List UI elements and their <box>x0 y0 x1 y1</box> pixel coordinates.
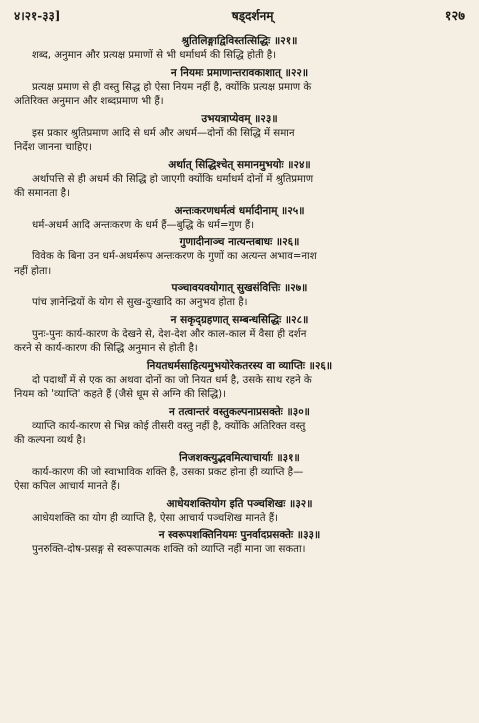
explanation-line: व्याप्ति कार्य-कारण से भिन्न कोई तीसरी वस्तु नहीं है, क्योंकि अतिरिक्त वस्तु <box>32 420 306 432</box>
sutra-line: गुणादीनाञ्च नात्यन्तबाधः ॥२६॥ <box>179 236 300 248</box>
explanation-line: कार्य-कारण की जो स्वाभाविक शक्ति है, उसका प्रकट होना ही व्याप्ति है— <box>32 466 304 478</box>
explanation-line: ऐसा कपिल आचार्य मानते हैं। <box>14 481 121 492</box>
sutra-explanation <box>14 173 465 202</box>
explanation-line: पुनरुक्ति-दोष-प्रसङ्ग से स्वरूपात्मक शक्ति को व्याप्ति नहीं माना जा सकता। <box>32 544 306 555</box>
sutra-line: अन्तःकरणधर्मत्वं धर्मादीनाम् ॥२५॥ <box>174 204 305 217</box>
sutra-line: श्रुतिलिङ्गाद्विविस्तत्सिद्धिः ॥२१॥ <box>181 35 298 47</box>
explanation-line: इस प्रकार श्रुतिप्रमाण आदि से धर्म और अधर्म—दोनों की सिद्धि में समान <box>32 127 295 139</box>
sutra-line: आधेयशक्तियोग इति पञ्चशिखः ॥३२॥ <box>166 497 313 510</box>
explanation-line: की समानता है। <box>14 188 70 199</box>
sutra-explanation <box>14 328 465 357</box>
explanation-line: निर्देश जानना चाहिए। <box>14 142 92 153</box>
sutra-explanation <box>14 250 465 279</box>
sutra-explanation <box>14 49 465 64</box>
explanation-line: की कल्पना व्यर्थ है। <box>14 435 86 446</box>
explanation-line: अर्थापत्ति से ही अधर्म की सिद्धि हो जाएगी क्योंकि धर्माधर्म दोनों में श्रुतिप्रमाण <box>32 173 314 185</box>
sutra-line: निजशक्त्युद्भवमित्याचार्याः ॥३१॥ <box>179 451 300 464</box>
sutra-line: उभयत्राप्येवम् ॥२३॥ <box>201 112 278 125</box>
sutra-explanation <box>14 466 465 495</box>
sutra-line: न सकृद्ग्रहणात् सम्बन्धसिद्धिः ॥२८॥ <box>170 313 309 326</box>
explanation-line: करने से कार्य-कारण की सिद्धि अनुमान से होती है। <box>14 343 198 354</box>
sutra-explanation <box>14 543 465 558</box>
explanation-line: धर्म-अधर्म आदि अन्तःकरण के धर्म हैं—बुद्धि के धर्म=गुण हैं। <box>32 219 255 231</box>
explanation-line: अतिरिक्त अनुमान और शब्दप्रमाण भी हैं। <box>14 96 164 107</box>
explanation-line: विवेक के बिना उन धर्म-अधर्मरूप अन्तःकरण के गुणों का अत्यन्त अभाव=नाश <box>32 251 317 262</box>
sutra-explanation <box>14 374 465 403</box>
page-number: १२७ <box>444 9 465 24</box>
page-header <box>14 6 465 28</box>
verse-range: ४।२१-३३] <box>14 9 61 23</box>
explanation-line: पुनः-पुनः कार्य-कारण के देखने से, देश-देश और काल-काल में वैसा ही दर्शन <box>32 328 307 340</box>
explanation-line: दो पदार्थों में से एक का अथवा दोनों का जो नियत धर्म है, उसके साथ रहने के <box>32 374 312 386</box>
explanation-line: प्रत्यक्ष प्रमाण से ही वस्तु सिद्ध हो ऐसा नियम नहीं है, क्योंकि प्रत्यक्ष प्रमाण के <box>32 81 312 93</box>
explanation-line: शब्द, अनुमान और प्रत्यक्ष प्रमाणों से भी धर्माधर्म की सिद्धि होती है। <box>32 50 277 61</box>
sutra-line: न स्वरूपशक्तिनियमः पुनर्वादप्रसक्तेः ॥३३॥ <box>158 529 321 541</box>
sutra-explanation <box>14 81 465 110</box>
sutra-line: पञ्चावयवयोगात् सुखसंवित्तिः ॥२७॥ <box>171 282 308 294</box>
sutra-explanation <box>14 219 465 234</box>
sutra-line: नियतधर्मसाहित्यमुभयोरेकतरस्य वा व्याप्तिः ॥२६॥ <box>146 359 333 372</box>
sutra-line: न नियमः प्रमाणान्तरावकाशात् ॥२२॥ <box>170 66 309 79</box>
sutra-line: अर्थात् सिद्धिश्चेत् समानमुभयोः ॥२४॥ <box>168 158 311 171</box>
explanation-line: नियम को 'व्याप्ति' कहते हैं (जैसे धूम से अग्नि की सिद्धि)। <box>14 389 227 400</box>
sutra-line: न तत्वान्तरं वस्तुकल्पनाप्रसक्तेः ॥३०॥ <box>169 405 310 418</box>
sutra-explanation <box>14 512 465 527</box>
sutra-commentary-list <box>14 34 465 558</box>
explanation-line: आधेयशक्ति का योग ही व्याप्ति है, ऐसा आचार्य पञ्चशिख मानते हैं। <box>32 512 279 524</box>
explanation-line: पांच ज्ञानेन्द्रियों के योग से सुख-दुःखादि का अनुभव होता है। <box>32 297 248 308</box>
sutra-explanation <box>14 420 465 449</box>
sutra-explanation <box>14 296 465 311</box>
explanation-line: नहीं होता। <box>14 265 52 277</box>
sutra-explanation <box>14 127 465 156</box>
running-title: षड्दर्शनम् <box>231 9 274 23</box>
